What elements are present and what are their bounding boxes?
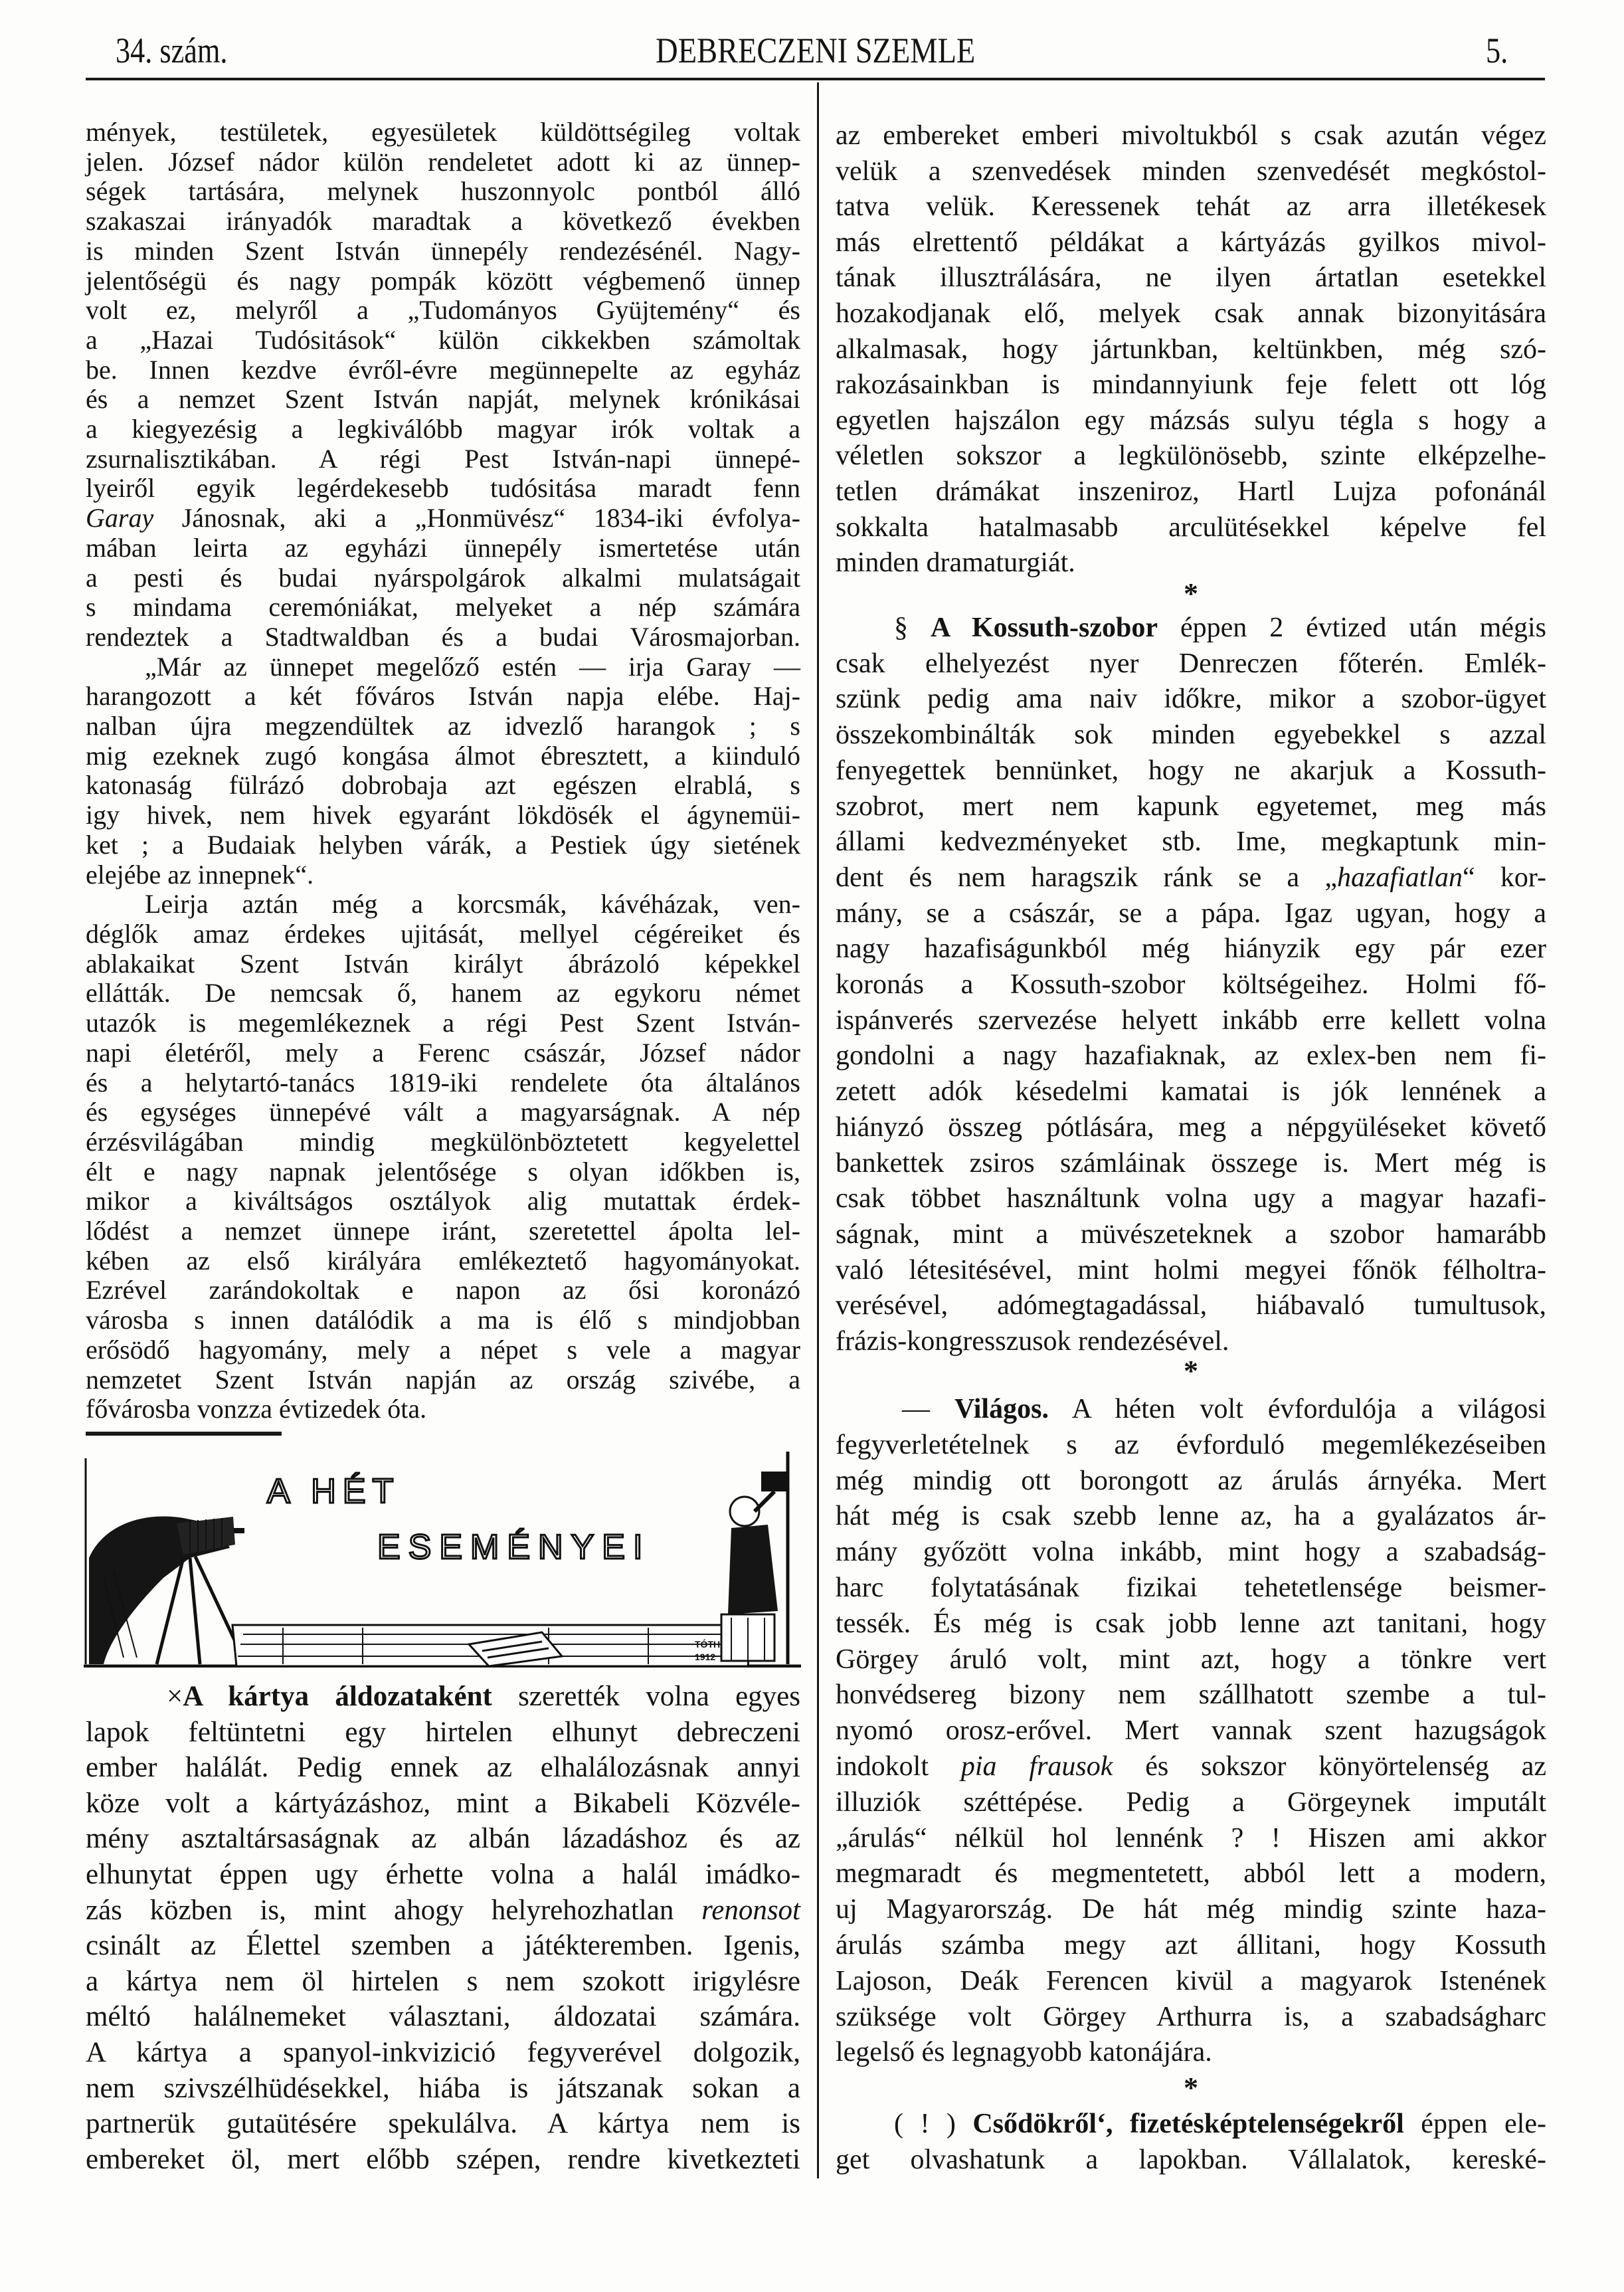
header-rule [86, 78, 1545, 80]
text-line: hát még is csak szebb lenne az, ha a gyalázatos ár- [836, 1501, 1546, 1532]
text-line: hiányzó összeg pótlására, meg a népgyüléseket követő [836, 1111, 1546, 1143]
masthead-title-text: DEBRECZENI SZEMLE [655, 31, 976, 70]
text-line: harangozott a két főváros István napja elébe. Haj- [86, 681, 800, 712]
text-line: Görgey áruló volt, mint azt, hogy a tönkre vert [836, 1644, 1546, 1675]
column-divider [817, 82, 819, 2178]
article-kossuth-szobor [836, 611, 1546, 1360]
text-line: csinált az Élettel szemben a játékteremben. Igenis, [86, 1930, 800, 1962]
paragraph [86, 890, 800, 1424]
text-line: volt ez, melyről a „Tudományos Gyüjtemény“ és [86, 295, 800, 326]
text-line: déglők amaz érdekes ujitását, mellyel cégéreiket és [86, 918, 800, 949]
text-line: tatva velük. Keressenek tehát az arra illetékesek [836, 191, 1546, 223]
text-line: csak többet használtunk volna ugy a magyar hazafi- [836, 1183, 1546, 1214]
text-line: katonaság fülrázó dobrobaja azt egészen elrablá, s [86, 770, 800, 801]
text-line: fegyverletételnek s az évforduló megemlékezéseiben [836, 1429, 1546, 1460]
text-line: rendeztek a Stadtwaldban és a budai Városmajorban. [86, 621, 800, 652]
paragraph [836, 118, 1546, 581]
text-line: ket ; a Budaiak helyben várák, a Pestiek úgy sietének [86, 829, 800, 860]
text-line: elhunytat éppen ugy érhette volna a halál imádko- [86, 1858, 800, 1890]
table-icon [232, 1625, 752, 1666]
text-line: „árulás“ nélkül hol lennénk ? ! Hiszen ami akkor [836, 1822, 1546, 1854]
text-line: mikor a kiváltságos osztályok alig mutattak érdek- [86, 1186, 800, 1216]
text-line: nalban újra megzendültek az idvezlő harangok ; s [86, 711, 800, 741]
text-line: élt e nagy napnak jelentősége s olyan időkben is, [86, 1156, 800, 1187]
paragraph [836, 1392, 1546, 2071]
text-line: még mindig ott borongott az árulás árnyéka. Mert [836, 1465, 1546, 1496]
article-vilagos [836, 1392, 1546, 2071]
text-line: egyetlen hajszálon egy mázsás sulyu tégla s hogy a [836, 405, 1546, 436]
text-line: embereket öl, mert előbb szépen, rendre kivetkezteti [86, 2143, 800, 2175]
text-line: § A Kossuth-szobor éppen 2 évtized után mégis [894, 613, 1546, 643]
text-line: mában leirta az egyházi ünnepély ismertetése után [86, 532, 800, 563]
text-line: frázis-kongresszusok rendezésével. [836, 1326, 1229, 1357]
text-line: az embereket emberi mivoltukból s csak azután végez [836, 120, 1546, 151]
banner-title-line2: ESEMÉNYEI [377, 1528, 651, 1567]
text-line: ember halálát. Pedig ennek az elhalálozásnak annyi [86, 1752, 800, 1784]
text-line: uj Magyarország. De hát még mindig szinte haza- [836, 1894, 1546, 1925]
text-line: kében az első királyára emlékeztető hagyományokat. [86, 1245, 800, 1276]
text-line: jelentőségü és nagy pompák között végbemenő ünnep [86, 265, 800, 296]
text-line: zás közben is, mint ahogy helyrehozhatlan renonsot [86, 1894, 800, 1926]
text-line: mény asztaltársaságnak az albán lázadáshoz és az [86, 1823, 800, 1855]
bold-lead-text: A Kossuth-szobor [930, 613, 1158, 643]
text-line: indokolt pia frausok és sokszor könyörtelenség az [836, 1751, 1547, 1782]
text-line: ellátták. De nemcsak ő, hanem az egykoru német [86, 978, 800, 1008]
article-continuation [836, 118, 1546, 581]
text-line: harc folytatásának fizikai tehetetlensége beismer- [836, 1572, 1546, 1603]
camera-on-tripod-icon [89, 1517, 244, 1665]
paragraph [86, 118, 800, 652]
text-line: fővárosba vonzza évtizedek óta. [86, 1394, 427, 1424]
text-line: koronás a Kossuth-szobor költségeihez. Holmi fő- [836, 969, 1546, 1001]
text-line: városba s innen datálódik a ma is élő s mindjobban [86, 1305, 800, 1335]
text-line: igy hivek, nem hivek egyaránt lökdösék el ágynemüi- [86, 800, 800, 830]
text-line: lapok feltüntetni egy hirtelen elhunyt debreczeni [86, 1716, 800, 1748]
text-line: ispánverés szervezése helyett inkább erre kellett volna [836, 1004, 1546, 1036]
text-line: minden dramaturgiát. [836, 547, 1075, 579]
article-kartya [86, 1679, 800, 2177]
text-line: is minden Szent István ünnepély rendezésénél. Nagy- [86, 235, 800, 266]
text-line: mények, testületek, egyesületek küldöttségileg voltak [86, 117, 800, 147]
artist-signature-name: TÓTH [695, 1639, 721, 1650]
text-line: nyomó orosz-erővel. Mert vannak szent hazugságok [836, 1715, 1546, 1747]
text-line: érzésvilágában mindig megkülönböztetett kegyelettel [86, 1126, 800, 1157]
text-line: Leirja aztán még a korcsmák, kávéházak, ven- [145, 889, 800, 919]
text-line: méltó halálnemeket választani, áldozatai számára. [86, 2001, 800, 2033]
text-line: nemzetet Szent István napján az ország szivébe, a [86, 1364, 800, 1394]
text-line: utazók is megemlékeznek a régi Pest Szent István- [86, 1008, 800, 1038]
text-line: szüksége volt Görgey Arthurra is, a szabadságharc [836, 2001, 1546, 2032]
text-line: nagy hazafiságunkból még hiányzik egy pár ezer [836, 933, 1546, 965]
text-line: ségek tartására, melynek huszonnyolc pontból álló [86, 176, 800, 207]
section-banner-illustration [84, 1445, 801, 1668]
text-line: szakaszai irányadók maradtak a következő években [86, 206, 800, 237]
italic-text: pia frausok [960, 1751, 1113, 1782]
text-line: legelső és legnagyobb katonájára. [836, 2037, 1212, 2068]
text-line: megmaradt és megmentetett, abból lett a modern, [836, 1858, 1546, 1889]
text-line: nem szivszélhüdésekkel, hiába is játszanak sokan a [86, 2072, 800, 2104]
text-line: állami kedvezményeket stb. Ime, megkaptunk min- [836, 826, 1546, 858]
text-line: a „Hazai Tudósitások“ külön cikkekben számoltak [86, 324, 800, 355]
artist-signature-year: 1912 [695, 1652, 716, 1662]
text-line: „Már az ünnepet megelőző estén — irja Garay — [145, 651, 800, 682]
section-rule [86, 1432, 282, 1436]
text-line: mány győzött volna inkább, mint hogy a szabadság- [836, 1537, 1546, 1568]
section-separator: * [1184, 1355, 1198, 1387]
text-line: honvédsereg bizony nem szállhatott szembe a tul- [836, 1679, 1546, 1711]
text-line: illuziók széttépése. Pedig a Görgeynek imputált [836, 1786, 1546, 1818]
article-szent-istvan [86, 118, 800, 1424]
text-line: a kártya nem öl hirtelen s nem szokott irigylésre [86, 1965, 800, 1997]
paragraph [86, 652, 800, 890]
text-line: erősödő hagyomány, mely a népet s vele a magyar [86, 1334, 800, 1365]
text-line: mig ezeknek zugó kongása álmot ébresztett, a kiinduló [86, 740, 800, 771]
text-line: csak elhelyezést nyer Denreczen főterén. Emlék- [836, 648, 1546, 679]
text-line: alkalmasak, hogy jártunkban, keltünkben, még szó- [836, 334, 1546, 365]
text-line: való létesitésével, mint holmi megyei főnök félholtra- [836, 1254, 1546, 1286]
banner-title-line1: A HÉT [267, 1472, 401, 1511]
text-line: Garay Jánosnak, aki a „Honmüvész“ 1834-iki évfolya- [86, 503, 800, 533]
text-line: lődést a nemzet ünnepe iránt, szeretettel ápolta lel- [86, 1216, 800, 1246]
text-line: zetett adók késedelmi kamatai is jók lennének a [836, 1076, 1546, 1107]
bold-lead-text: Világos. [954, 1394, 1049, 1424]
text-line: a kiegyezésig a legkiválóbb magyar irók voltak a [86, 414, 800, 444]
text-line: a pesti és budai nyárspolgárok alkalmi mulatságait [86, 562, 800, 593]
text-line: get olvashatunk a lapokban. Vállalatok, kereské- [836, 2144, 1546, 2175]
text-line: ságnak, mint a müvészeteknek a szobor hamarább [836, 1218, 1546, 1250]
text-line: és a nemzet Szent István napját, melynek krónikásai [86, 384, 800, 415]
text-line: tának illusztrálására, ne ilyen ártatlan esetekkel [836, 262, 1546, 294]
text-line: be. Innen kezdve évről-évre megünnepelte az egyház [86, 354, 800, 385]
text-line: zsurnalisztikában. A régi Pest István-napi ünnepé- [86, 443, 800, 474]
text-line: bankettek zsiros számláinak összege is. Mert még is [836, 1147, 1546, 1179]
masthead-title [620, 31, 1011, 70]
paragraph [86, 1679, 800, 2177]
text-line: véletlen sokszor a legkülönösebb, szinte elképzelhe- [836, 440, 1546, 472]
bold-lead-text: A kártya áldozataként [183, 1681, 492, 1712]
text-line: lyeiről egyik legérdekesebb tudósitása maradt fenn [86, 473, 800, 504]
article-csodok [836, 2107, 1546, 2178]
text-line: elejébe az innepnek“. [86, 859, 314, 890]
paragraph [836, 611, 1546, 1360]
text-line: s mindama ceremóniákat, melyeket a nép számára [86, 592, 800, 622]
section-separator: * [1184, 577, 1198, 610]
text-line: és egységes ünnepévé vált a magyarságnak. A nép [86, 1097, 800, 1127]
text-line: rakozásainkban is mindannyiunk feje felett ott lóg [836, 369, 1546, 401]
text-line: ×A kártya áldozataként szerették volna egyes [167, 1681, 801, 1712]
text-line: tessék. És még is csak jobb lenne azt tanitani, hogy [836, 1608, 1546, 1639]
text-line: jelen. József nádor külön rendeletet adott ki az ünnep- [86, 146, 800, 177]
photographer-figure-icon [721, 1452, 788, 1664]
text-line: összekombinálták sok minden egyebekkel s azzal [836, 719, 1546, 751]
text-line: partnerük gutaütésére spekulálva. A kártya nem is [86, 2108, 800, 2140]
text-line: köze volt a kártyázáshoz, mint a Bikabeli Közvéle- [86, 1787, 800, 1819]
text-line: tetlen drámákat inszeniroz, Hartl Lujza pofonánál [836, 476, 1546, 507]
text-line: mány, se a császár, se a pápa. Igaz ugyan, hogy a [836, 898, 1546, 929]
text-line: szobrot, mert nem kapunk egyetemet, meg más [836, 791, 1546, 822]
text-line: árulás számba megy azt állitani, hogy Kossuth [836, 1929, 1546, 1960]
italic-text: Garay [86, 503, 154, 533]
text-line: hozakodjanak elő, melyek csak annak bizonyitására [836, 298, 1546, 329]
text-line: sokkalta hatalmasabb arculütésekkel képelve fel [836, 512, 1546, 543]
text-line: szünk pedig ama naiv időkre, mikor a szobor-ügyet [836, 684, 1546, 715]
banner-drawing [84, 1445, 801, 1668]
paragraph [836, 2107, 1546, 2178]
page-number: 5. [1486, 31, 1508, 70]
italic-text: renonsot [701, 1894, 800, 1926]
text-line: fenyegettek bennünket, hogy ne akarjuk a Kossuth- [836, 755, 1546, 786]
text-line: dent és nem haragszik ránk se a „hazafiatlan“ kor- [836, 862, 1546, 893]
text-line: gondolni a nagy hazafiaknak, az exlex-ben nem fi- [836, 1040, 1546, 1072]
text-line: Lajoson, Deák Ferencen kivül a magyarok Istenének [836, 1965, 1546, 1996]
text-line: velük a szenvedések minden szenvedését megkóstol- [836, 155, 1546, 187]
italic-text: hazafiatlan [1336, 862, 1463, 893]
issue-number: 34. szám. [116, 31, 228, 70]
section-separator: * [1184, 2071, 1198, 2104]
text-line: napi életéről, mely a Ferenc császár, József nádor [86, 1037, 800, 1068]
text-line: ( ! ) Csődökről‘, fizetésképtelenségekről éppen ele- [894, 2109, 1546, 2139]
text-line: Ezrével zarándokoltak e napon az ősi koronázó [86, 1275, 800, 1305]
text-line: és a helytartó-tanács 1819-iki rendelete óta általános [86, 1067, 800, 1098]
text-line: más elrettentő példákat a kártyázás gyilkos mivol- [836, 227, 1546, 258]
bold-lead-text: Csődökről‘, fizetésképtelenségekről [972, 2109, 1404, 2139]
text-line: A kártya a spanyol-inkvizició fegyverével dolgozik, [86, 2036, 800, 2068]
text-line: ablakaikat Szent István királyt ábrázoló képekkel [86, 948, 800, 979]
text-line: — Világos. A héten volt évfordulója a világosi [902, 1394, 1547, 1424]
text-line: verésével, adómegtagadással, hiábavaló tumultusok, [836, 1290, 1546, 1321]
